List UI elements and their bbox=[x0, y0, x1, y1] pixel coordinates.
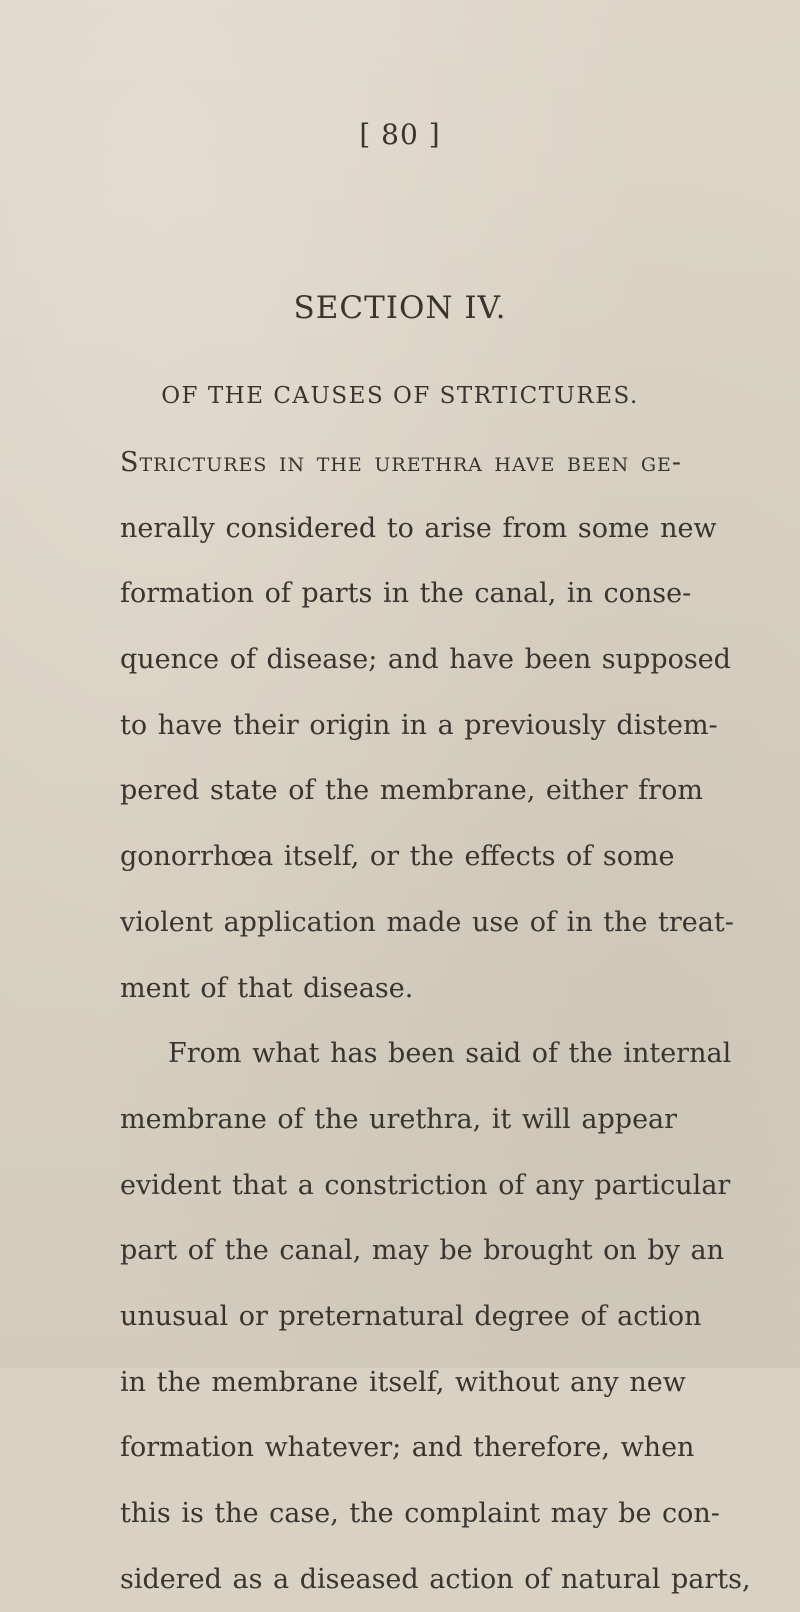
text-line: ment of that disease. bbox=[120, 972, 414, 1004]
text-line: this is the case, the complaint may be con- bbox=[120, 1498, 720, 1529]
text-line: in the membrane itself, without any new bbox=[120, 1366, 686, 1398]
text-line: formation whatever; and therefore, when bbox=[120, 1432, 695, 1464]
text-line: gonorrhœa itself, or the effects of some bbox=[120, 841, 675, 873]
text-line: unusual or preternatural degree of action bbox=[120, 1300, 702, 1332]
text-line: to have their origin in a previously distem- bbox=[120, 709, 718, 741]
text-line: pered state of the membrane, either from bbox=[120, 775, 703, 807]
text-line: From what has been said of the internal bbox=[168, 1038, 732, 1070]
body-text bbox=[120, 430, 751, 1612]
text-line: violent application made use of in the treat- bbox=[120, 906, 734, 938]
text-line: quence of disease; and have been supposed bbox=[120, 644, 731, 676]
text-line: membrane of the urethra, it will appear bbox=[120, 1103, 678, 1135]
text-line: Strictures in the urethra have been ge- bbox=[120, 447, 683, 478]
text-line: part of the canal, may be brought on by an bbox=[120, 1235, 725, 1267]
text-line: formation of parts in the canal, in conse- bbox=[120, 578, 692, 610]
page-number: [ 80 ] bbox=[359, 118, 441, 151]
text-line: sidered as a diseased action of natural parts, bbox=[120, 1563, 751, 1595]
section-heading: SECTION IV. bbox=[293, 290, 507, 326]
section-subheading: OF THE CAUSES OF STRTICTURES. bbox=[161, 383, 639, 409]
text-line: nerally considered to arise from some new bbox=[120, 512, 717, 544]
text-line: evident that a constriction of any particular bbox=[120, 1169, 731, 1201]
